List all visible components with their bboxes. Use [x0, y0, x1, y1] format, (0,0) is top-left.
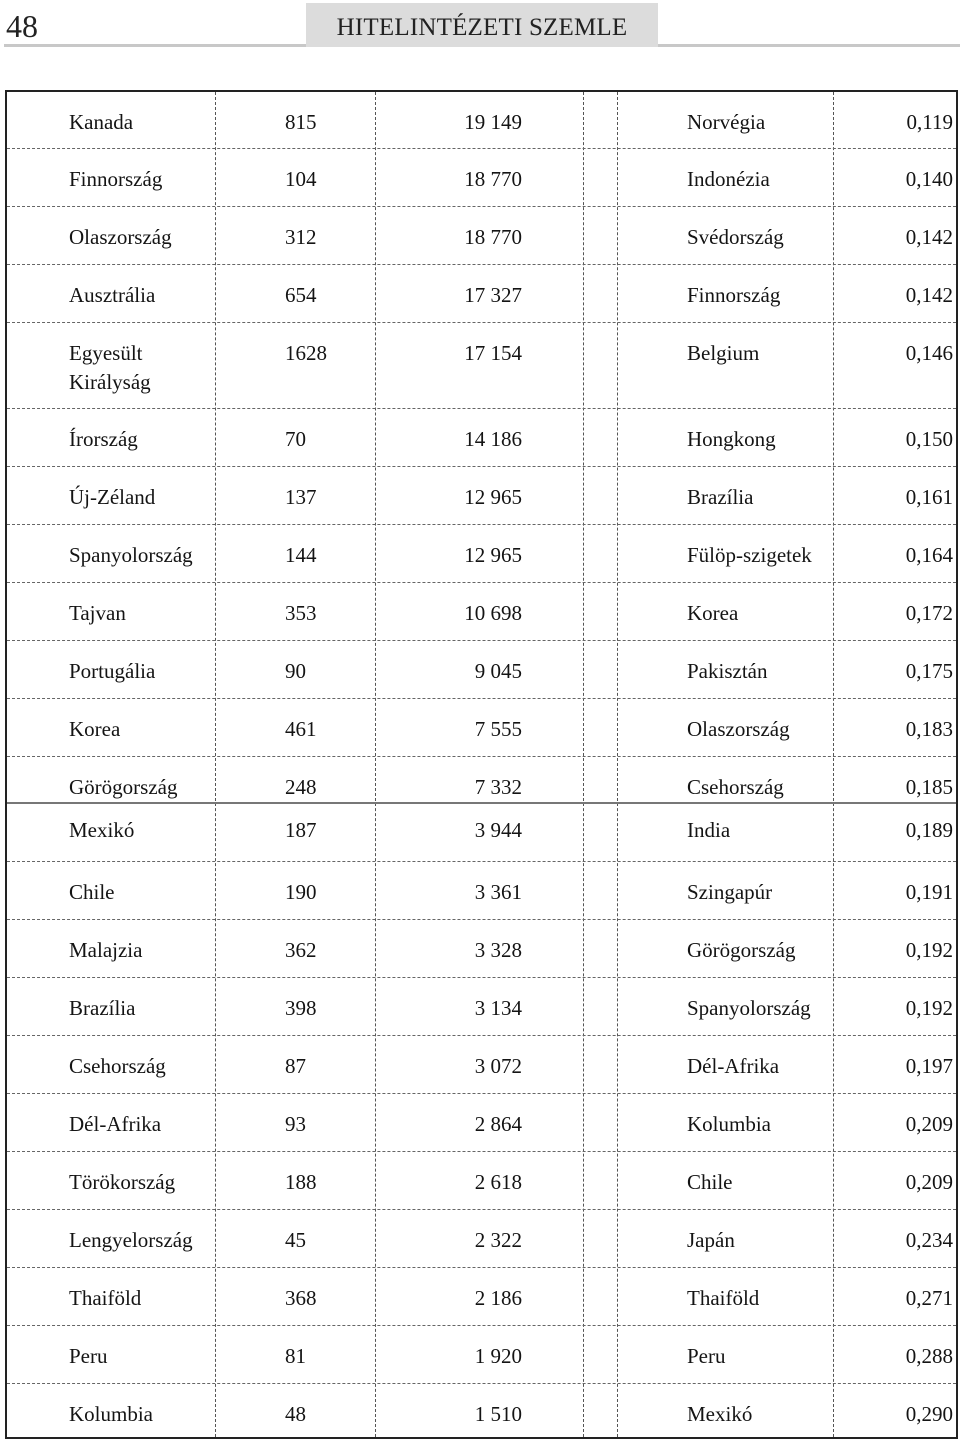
first-number-cell: 188 — [285, 1170, 317, 1194]
country-name-cell: Brazília — [69, 996, 136, 1020]
table-row — [7, 1152, 956, 1210]
ratio-value-cell: 0,142 — [905, 283, 953, 307]
second-number-cell: 17 154 — [464, 341, 522, 365]
first-number-cell: 1628 — [285, 341, 327, 365]
table-row — [7, 862, 956, 920]
table-row — [7, 1210, 956, 1268]
second-number-cell: 2 186 — [474, 1286, 522, 1310]
table-row — [7, 467, 956, 525]
first-number-cell: 45 — [285, 1228, 306, 1252]
table-row — [7, 1326, 956, 1384]
ratio-value-cell: 0,192 — [905, 996, 953, 1020]
table-row — [7, 1384, 956, 1439]
table-row — [7, 207, 956, 265]
table-row — [7, 699, 956, 757]
ranked-country-cell: Szingapúr — [687, 880, 773, 904]
ranked-country-cell: Spanyolország — [687, 996, 811, 1020]
table-row — [7, 804, 956, 862]
first-number-cell: 353 — [285, 601, 317, 625]
country-name-cell: Tajvan — [69, 601, 126, 625]
ranked-country-cell: Chile — [687, 1170, 733, 1194]
ranked-country-cell: Csehország — [687, 775, 784, 799]
country-name-cell: Csehország — [69, 1054, 166, 1078]
second-number-cell: 3 361 — [474, 880, 522, 904]
country-name-cell: Portugália — [69, 659, 156, 683]
ranked-country-cell: Thaiföld — [687, 1286, 760, 1310]
ratio-value-cell: 0,290 — [905, 1402, 953, 1426]
table-row — [7, 641, 956, 699]
second-number-cell: 2 618 — [474, 1170, 522, 1194]
data-table — [5, 90, 958, 1439]
ranked-country-cell: Peru — [687, 1344, 726, 1368]
ratio-value-cell: 0,197 — [905, 1054, 953, 1078]
ranked-country-cell: Norvégia — [687, 110, 766, 134]
country-name-cell: Malajzia — [69, 938, 143, 962]
country-name-cell: Ausztrália — [69, 283, 156, 307]
country-name-cell: Thaiföld — [69, 1286, 142, 1310]
ratio-value-cell: 0,164 — [905, 543, 953, 567]
first-number-cell: 815 — [285, 110, 317, 134]
country-name-cell: Törökország — [69, 1170, 176, 1194]
country-name-cell: Spanyolország — [69, 543, 193, 567]
first-number-cell: 187 — [285, 818, 317, 842]
country-name-cell: Mexikó — [69, 818, 135, 842]
ranked-country-cell: Svédország — [687, 225, 784, 249]
ratio-value-cell: 0,142 — [905, 225, 953, 249]
table-row — [7, 1268, 956, 1326]
second-number-cell: 3 134 — [474, 996, 522, 1020]
table-row — [7, 757, 956, 804]
ratio-value-cell: 0,183 — [905, 717, 953, 741]
table-row — [7, 149, 956, 207]
ratio-value-cell: 0,271 — [905, 1286, 953, 1310]
country-name-cell: Kolumbia — [69, 1402, 153, 1426]
ratio-value-cell: 0,185 — [905, 775, 953, 799]
country-name-cell: Chile — [69, 880, 115, 904]
second-number-cell: 7 555 — [474, 717, 522, 741]
table-row — [7, 323, 956, 409]
ratio-value-cell: 0,209 — [905, 1170, 953, 1194]
ranked-country-cell: Korea — [687, 601, 739, 625]
ranked-country-cell: Mexikó — [687, 1402, 753, 1426]
country-name-cell: Olaszország — [69, 225, 172, 249]
second-number-cell: 3 328 — [474, 938, 522, 962]
first-number-cell: 104 — [285, 167, 317, 191]
second-number-cell: 17 327 — [464, 283, 522, 307]
ranked-country-cell: Japán — [687, 1228, 735, 1252]
second-number-cell: 18 770 — [464, 225, 522, 249]
table-row — [7, 583, 956, 641]
country-name-cell: Peru — [69, 1344, 108, 1368]
ratio-value-cell: 0,161 — [905, 485, 953, 509]
ranked-country-cell: Finnország — [687, 283, 781, 307]
ratio-value-cell: 0,191 — [905, 880, 953, 904]
first-number-cell: 398 — [285, 996, 317, 1020]
ranked-country-cell: Dél-Afrika — [687, 1054, 780, 1078]
second-number-cell: 2 864 — [474, 1112, 522, 1136]
first-number-cell: 190 — [285, 880, 317, 904]
first-number-cell: 90 — [285, 659, 306, 683]
ratio-value-cell: 0,119 — [906, 110, 953, 134]
country-name-cell: Írország — [69, 427, 138, 451]
ratio-value-cell: 0,172 — [905, 601, 953, 625]
second-number-cell: 3 072 — [474, 1054, 522, 1078]
ranked-country-cell: Olaszország — [687, 717, 790, 741]
ratio-value-cell: 0,146 — [905, 341, 953, 365]
second-number-cell: 9 045 — [474, 659, 522, 683]
ratio-value-cell: 0,189 — [905, 818, 953, 842]
country-name-cell: Egyesült Királyság — [69, 341, 151, 394]
second-number-cell: 18 770 — [464, 167, 522, 191]
first-number-cell: 461 — [285, 717, 317, 741]
ranked-country-cell: India — [687, 818, 731, 842]
country-name-cell: Dél-Afrika — [69, 1112, 162, 1136]
second-number-cell: 12 965 — [464, 485, 522, 509]
country-name-cell: Görögország — [69, 775, 178, 799]
first-number-cell: 312 — [285, 225, 317, 249]
second-number-cell: 3 944 — [474, 818, 522, 842]
ranked-country-cell: Kolumbia — [687, 1112, 771, 1136]
ranked-country-cell: Hongkong — [687, 427, 776, 451]
first-number-cell: 654 — [285, 283, 317, 307]
first-number-cell: 87 — [285, 1054, 306, 1078]
ranked-country-cell: Indonézia — [687, 167, 770, 191]
ranked-country-cell: Fülöp-szigetek — [687, 543, 812, 567]
ranked-country-cell: Belgium — [687, 341, 760, 365]
ratio-value-cell: 0,140 — [905, 167, 953, 191]
country-name-cell: Korea — [69, 717, 121, 741]
journal-title: HITELINTÉZETI SZEMLE — [306, 3, 658, 47]
ranked-country-cell: Görögország — [687, 938, 796, 962]
second-number-cell: 12 965 — [464, 543, 522, 567]
ratio-value-cell: 0,288 — [905, 1344, 953, 1368]
second-number-cell: 1 920 — [474, 1344, 522, 1368]
table-row — [7, 409, 956, 467]
country-name-cell: Új-Zéland — [69, 485, 156, 509]
first-number-cell: 362 — [285, 938, 317, 962]
country-name-cell: Finnország — [69, 167, 163, 191]
first-number-cell: 248 — [285, 775, 317, 799]
second-number-cell: 10 698 — [464, 601, 522, 625]
first-number-cell: 144 — [285, 543, 317, 567]
ratio-value-cell: 0,209 — [905, 1112, 953, 1136]
ranked-country-cell: Brazília — [687, 485, 754, 509]
table-row — [7, 525, 956, 583]
first-number-cell: 137 — [285, 485, 317, 509]
table-row — [7, 1036, 956, 1094]
first-number-cell: 70 — [285, 427, 306, 451]
first-number-cell: 368 — [285, 1286, 317, 1310]
table-row — [7, 978, 956, 1036]
ratio-value-cell: 0,150 — [905, 427, 953, 451]
ratio-value-cell: 0,175 — [905, 659, 953, 683]
country-name-cell: Kanada — [69, 110, 134, 134]
ratio-value-cell: 0,192 — [905, 938, 953, 962]
second-number-cell: 14 186 — [464, 427, 522, 451]
table-row — [7, 1094, 956, 1152]
second-number-cell: 19 149 — [464, 110, 522, 134]
second-number-cell: 1 510 — [474, 1402, 522, 1426]
country-name-cell: Lengyelország — [69, 1228, 193, 1252]
second-number-cell: 2 322 — [474, 1228, 522, 1252]
second-number-cell: 7 332 — [474, 775, 522, 799]
ratio-value-cell: 0,234 — [905, 1228, 953, 1252]
first-number-cell: 48 — [285, 1402, 306, 1426]
table-row — [7, 265, 956, 323]
page-number: 48 — [6, 8, 38, 44]
table-row — [7, 92, 956, 149]
first-number-cell: 93 — [285, 1112, 306, 1136]
first-number-cell: 81 — [285, 1344, 306, 1368]
ranked-country-cell: Pakisztán — [687, 659, 768, 683]
table-row — [7, 920, 956, 978]
